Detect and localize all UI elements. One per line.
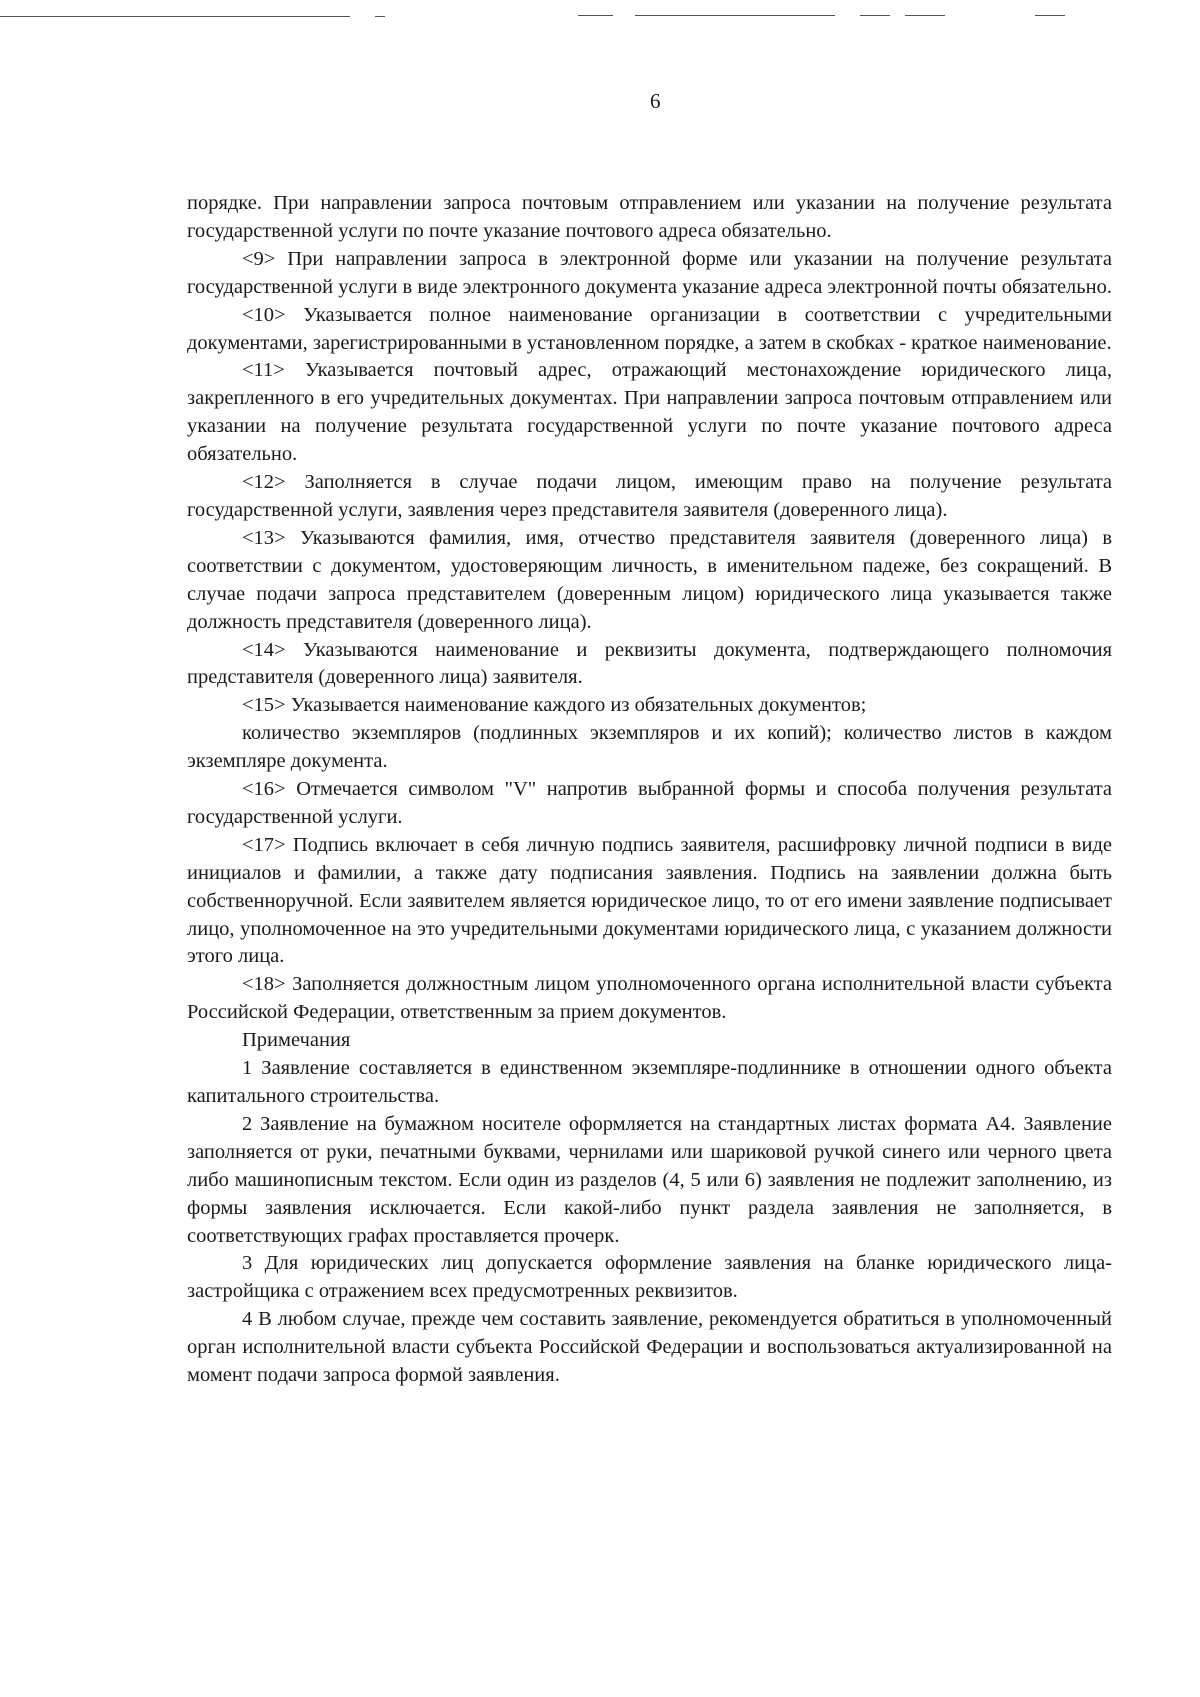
scan-artifact-line [375,16,385,17]
footnote-18: <18> Заполняется должностным лицом уполномоченного органа исполнительной власти субъекта Российской Федерации, ответственным за прием документов. [187,973,1112,1024]
document-body [187,190,1112,1390]
footnote-13: <13> Указываются фамилия, имя, отчество представителя заявителя (доверенного лица) в соответствии с документом, удостоверяющим личность, в именительном падеже, без сокращений. В случае подачи запроса представителем (доверенным лицом) юридического лица указывается также должность представителя (доверенного лица). [187,526,1112,633]
notes-heading: Примечания [242,1029,351,1052]
footnote-12: <12> Заполняется в случае подачи лицом, имеющим право на получение результата государственной услуги, заявления через представителя заявителя (доверенного лица). [187,471,1112,521]
footnote-10: <10> Указывается полное наименование организации в соответствии с учредительными документами, зарегистрированными в установленном порядке, а затем в скобках - краткое наименование. [187,303,1112,354]
scan-artifact-line [905,15,945,16]
page-number: 6 [650,89,661,113]
scan-artifact-line [860,15,890,16]
footnote-9: <9> При направлении запроса в электронной форме или указании на получение результата государственной услуги в виде электронного документа указание адреса электронной почты обязательно. [187,247,1112,298]
scan-artifact-line [1035,15,1065,16]
footnote-15: <15> Указывается наименование каждого из обязательных документов; [242,694,867,717]
note-4: 4 В любом случае, прежде чем составить заявление, рекомендуется обратиться в уполномоченный орган исполнительной власти субъекта Российской Федерации и воспользоваться актуализированной на момент подачи запроса формой заявления. [187,1308,1112,1387]
scan-artifact-line [578,15,613,16]
scan-artifact-line [635,15,835,16]
note-1: 1 Заявление составляется в единственном экземпляре-подлиннике в отношении одного объекта капитального строительства. [187,1057,1112,1107]
footnote-17: <17> Подпись включает в себя личную подпись заявителя, расшифровку личной подписи в виде инициалов и фамилии, а также дату подписания заявления. Подпись на заявлении должна быть собственноручной. Если заявителем является юридическое лицо, то от его имени заявление подписывает лицо, уполномоченное на это учредительными документами юридического лица, с указанием должности этого лица. [187,833,1112,968]
paragraph-continuation: порядке. При направлении запроса почтовым отправлением или указании на получение результата государственной услуги по почте указание почтового адреса обязательно. [187,192,1112,242]
note-2: 2 Заявление на бумажном носителе оформляется на стандартных листах формата А4. Заявление заполняется от руки, печатными буквами, чернилами или шариковой ручкой синего или черного цвета либо машинописным текстом. Если один из разделов (4, 5 или 6) заявления не подлежит заполнению, из формы заявления исключается. Если какой-либо пункт раздела заявления не заполняется, в соответствующих графах проставляется прочерк. [187,1112,1112,1247]
note-3: 3 Для юридических лиц допускается оформление заявления на бланке юридического лица-застройщика с отражением всех предусмотренных реквизитов. [187,1252,1112,1303]
footnote-15-continuation: количество экземпляров (подлинных экземпляров и их копий); количество листов в каждом экземпляре документа. [187,722,1112,773]
footnote-16: <16> Отмечается символом "V" напротив выбранной формы и способа получения результата государственной услуги. [187,778,1112,828]
footnote-11: <11> Указывается почтовый адрес, отражающий местонахождение юридического лица, закрепленного в его учредительных документах. При направлении запроса почтовым отправлением или указании на получение результата государственной услуги по почте указание почтового адреса обязательно. [187,359,1112,466]
footnote-14: <14> Указываются наименование и реквизиты документа, подтверждающего полномочия представителя (доверенного лица) заявителя. [187,638,1112,689]
scan-artifact-line [0,16,350,17]
